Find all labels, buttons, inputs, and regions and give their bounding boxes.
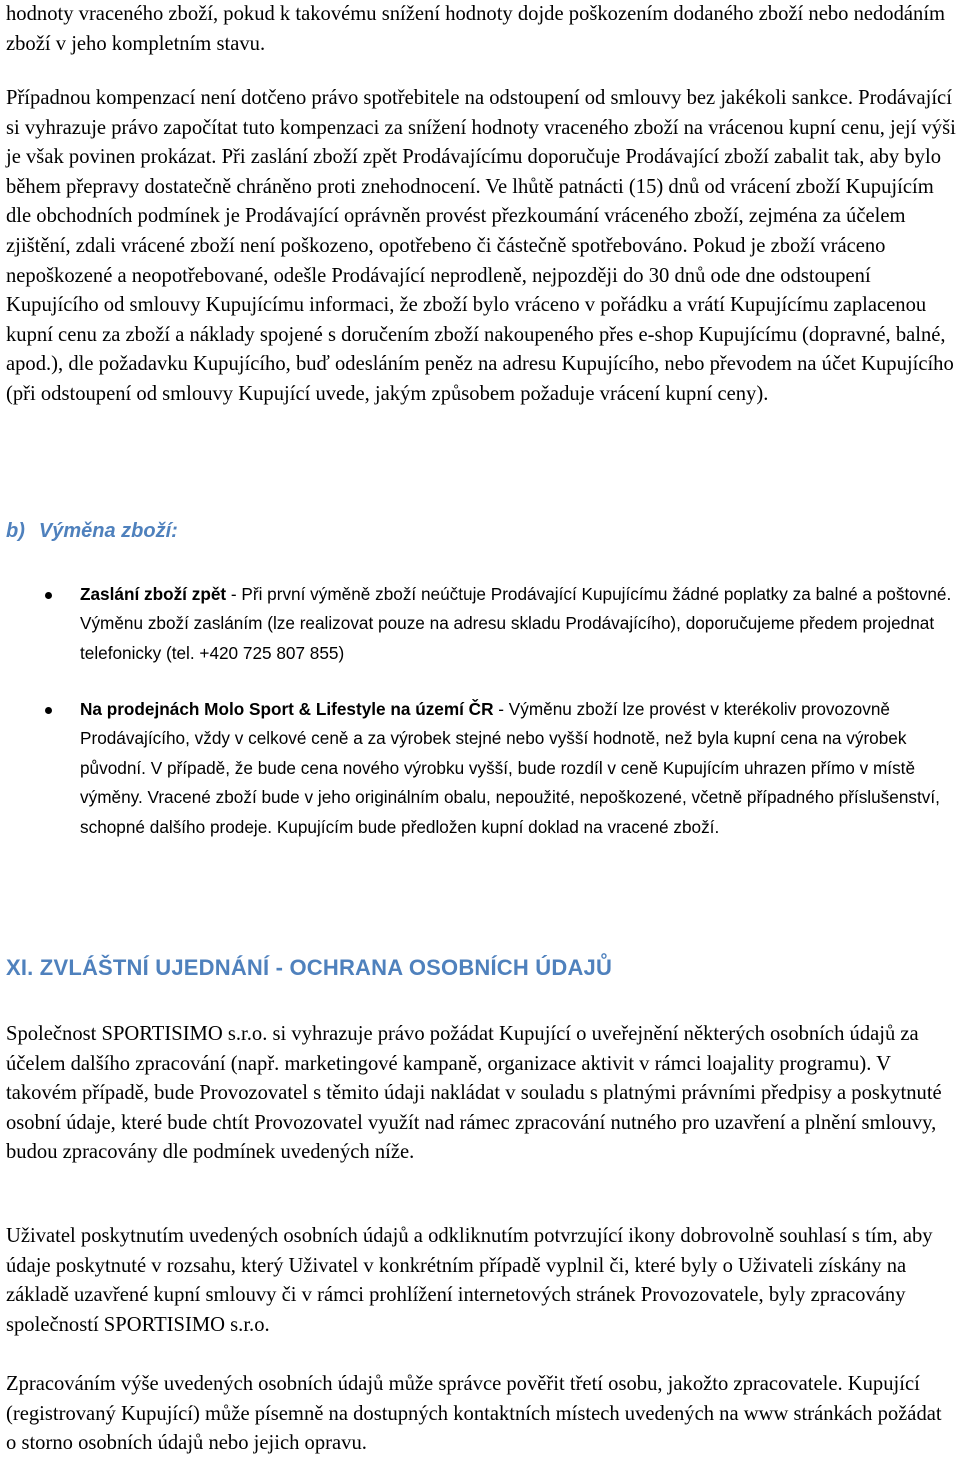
return-terms-paragraph: Případnou kompenzací není dotčeno právo spotřebitele na odstoupení od smlouvy bez jakékoli sankce. Prodávající si vyhrazuje právo započítat tuto kompenzaci za snížení hodnoty vraceného zboží na vrácenou kupní cenu, její výši je však povinen prokázat. Při zaslání zboží zpět Prodávajícímu doporučuje Prodávající zboží zabalit tak, aby bylo během přepravy dostatečně chráněno proti znehodnocení. Ve lhůtě patnácti (15) dnů od vrácení zboží Kupujícím dle obchodních podmínek je Prodávající oprávněn provést přezkoumání vráceného zboží, zejména za účelem zjištění, zdali vrácené zboží není poškozeno, opotřebeno či částečně spotřebováno. Pokud je zboží vráceno nepoškozené a neopotřebované, odešle Prodávající neprodleně, nejpozději do 30 dnů ode dne odstoupení Kupujícího od smlouvy Kupujícímu informaci, že zboží bylo vráceno v pořádku a vrátí Kupujícímu zaplacenou kupní cenu za zboží a náklady spojené s doručením zboží nakoupeného přes e-shop Kupujícímu (dopravné, balné, apod.), dle požadavku Kupujícího, buď odesláním peněz na adresu Kupujícího, nebo převodem na účet Kupujícího (při odstoupení od smlouvy Kupující uvede, jakým způsobem požaduje vrácení kupní ceny).	[6, 87, 956, 405]
intro-paragraph: hodnoty vraceného zboží, pokud k takovému snížení hodnoty dojde poškozením dodaného zboží nebo nedodáním zboží v jeho kompletním stavu.	[6, 3, 946, 55]
section-b-heading	[6, 520, 178, 543]
list-item	[6, 695, 956, 842]
section-b-label: b)	[6, 520, 25, 542]
list-item-body: - Při první výměně zboží neúčtuje Prodávající Kupujícímu žádné poplatky za balné a poštovné. Výměnu zboží zasláním (lze realizovat pouze na adresu skladu Prodávajícího), doporučujeme předem projednat telefonicky (tel. +420 725 807 855)	[80, 584, 952, 663]
list-item	[6, 580, 956, 668]
list-item-bold-label: Zaslání zboží zpět	[80, 584, 227, 604]
list-item-text	[80, 695, 956, 842]
bullet-icon	[45, 592, 52, 599]
privacy-paragraph-2: Uživatel poskytnutím uvedených osobních údajů a odkliknutím potvrzující ikony dobrovolně souhlasí s tím, aby údaje poskytnuté v rozsahu, který Uživatel v konkrétním případě vyplnil či, které byly o Uživateli získány na základě uzavřené kupní smlouvy či v rámci prohlížení internetových stránek Provozovatele, byly zpracovány společností SPORTISIMO s.r.o.	[6, 1225, 933, 1336]
section-b-title: Výměna zboží:	[38, 520, 178, 542]
list-item-bold-label: Na prodejnách Molo Sport & Lifestyle na území ČR	[80, 699, 494, 719]
bullet-icon	[45, 707, 52, 714]
list-item-text	[80, 580, 956, 668]
privacy-paragraph-3: Zpracováním výše uvedených osobních údajů může správce pověřit třetí osobu, jakožto zpracovatele. Kupující (registrovaný Kupující) může písemně na dostupných kontaktních místech uvedených na www stránkách požádat o storno osobních údajů nebo jejich opravu.	[6, 1373, 942, 1455]
list-item-body: - Výměnu zboží lze provést v kterékoliv provozovně Prodávajícího, vždy v celkové ceně a za výrobek stejné nebo vyšší hodnotě, než byla kupní cena na výrobek původní. V případě, že bude cena nového výrobku vyšší, bude rozdíl v ceně Kupujícím uhrazen přímo v místě výměny. Vracené zboží bude v jeho originálním obalu, nepoužité, nepoškozené, včetně případného příslušenství, schopné dalšího prodeje. Kupujícím bude předložen kupní doklad na vracené zboží.	[80, 699, 940, 837]
privacy-paragraph-1: Společnost SPORTISIMO s.r.o. si vyhrazuje právo požádat Kupující o uveřejnění některých osobních údajů za účelem dalšího zpracování (např. marketingové kampaně, organizace aktivit v rámci loajality programu). V takovém případě, bude Provozovatel s těmito údaji nakládat v souladu s platnými právními předpisy a poskytnuté osobní údaje, které bude chtít Provozovatel využít nad rámec zpracování nutného pro uzavření a plnění smlouvy, budou zpracovány dle podmínek uvedených níže.	[6, 1023, 942, 1164]
section-xi-heading: XI. ZVLÁŠTNÍ UJEDNÁNÍ - OCHRANA OSOBNÍCH ÚDAJŮ	[6, 955, 613, 980]
